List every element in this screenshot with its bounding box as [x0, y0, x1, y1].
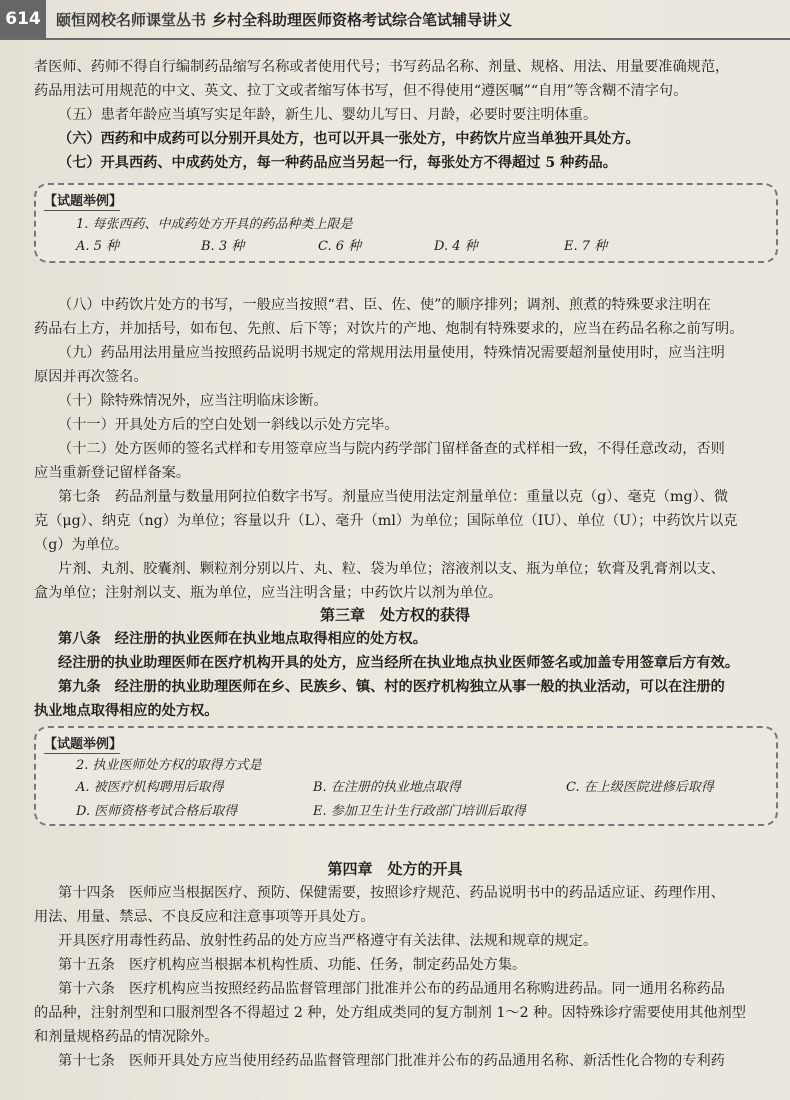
option-b: B. 在注册的执业地点取得: [313, 780, 461, 795]
chapter-4-heading: 第四章 处方的开具: [327, 860, 463, 878]
text-line: 和剂量规格药品的情况除外。: [34, 1029, 219, 1045]
option-c: C. 在上级医院进修后取得: [566, 780, 714, 795]
question-2: 2. 执业医师处方权的取得方式是: [76, 758, 262, 773]
text-line: 执业地点取得相应的处方权。: [34, 703, 219, 719]
text-line: 开具医疗用毒性药品、放射性药品的处方应当严格遵守有关法律、法规和规章的规定。: [58, 933, 598, 949]
option-e: E. 7 种: [564, 239, 608, 254]
example-label: 【试题举例】: [44, 733, 122, 754]
option-a: A. 被医疗机构聘用后取得: [76, 780, 224, 795]
text-line: （九）药品用法用量应当按照药品说明书规定的常规用法用量使用，特殊情况需要超剂量使用时，应当注明: [58, 345, 725, 361]
example-label: 【试题举例】: [44, 190, 122, 211]
text-line: 第十七条 医师开具处方应当使用经药品监督管理部门批准并公布的药品通用名称、新活性化合物的专利药: [58, 1053, 725, 1069]
text-line: （七）开具西药、中成药处方，每一种药品应当另起一行，每张处方不得超过 5 种药品。: [58, 155, 617, 171]
page-header: [0, 0, 790, 40]
text-line: 第七条 药品剂量与数量用阿拉伯数字书写。剂量应当使用法定剂量单位：重量以克（g）、毫克（mg）、微: [58, 489, 729, 505]
text-line: 第十五条 医疗机构应当根据本机构性质、功能、任务，制定药品处方集。: [58, 957, 527, 973]
option-b: B. 3 种: [201, 239, 245, 254]
text-line: （五）患者年龄应当填写实足年龄，新生儿、婴幼儿写日、月龄，必要时要注明体重。: [58, 107, 598, 123]
example-box-2: [34, 726, 778, 826]
option-d: D. 医师资格考试合格后取得: [76, 804, 238, 819]
text-line: 第八条 经注册的执业医师在执业地点取得相应的处方权。: [58, 631, 427, 647]
chapter-3-heading: 第三章 处方权的获得: [319, 606, 470, 624]
option-e: E. 参加卫生计生行政部门培训后取得: [313, 804, 526, 819]
text-line: （十一）开具处方后的空白处划一斜线以示处方完毕。: [58, 417, 399, 433]
series-title: 颐恒网校名师课堂丛书: [56, 11, 207, 29]
option-a: A. 5 种: [76, 239, 120, 254]
text-line: 第九条 经注册的执业助理医师在乡、民族乡、镇、村的医疗机构独立从事一般的执业活动，可以在注册的: [58, 679, 725, 695]
page-number: 614: [0, 0, 46, 38]
text-line: 原因并再次签名。: [34, 369, 148, 385]
text-line: 第十四条 医师应当根据医疗、预防、保健需要，按照诊疗规范、药品说明书中的药品适应证、药理作用、: [58, 885, 725, 901]
text-line: 经注册的执业助理医师在医疗机构开具的处方，应当经所在执业地点执业医师签名或加盖专用签章后方有效。: [58, 655, 740, 671]
option-c: C. 6 种: [318, 239, 362, 254]
text-line: 克（μg）、纳克（ng）为单位；容量以升（L）、毫升（ml）为单位；国际单位（IU）、单位（U）；中药饮片以克: [34, 513, 738, 529]
book-title: 乡村全科助理医师资格考试综合笔试辅导讲义: [212, 11, 513, 29]
text-line: 药品用法可用规范的中文、英文、拉丁文或者缩写体书写，但不得使用“遵医嘱”“自用”等含糊不清字句。: [34, 83, 688, 99]
example-box-1: [34, 183, 778, 263]
text-line: 药品右上方，并加括号，如布包、先煎、后下等；对饮片的产地、炮制有特殊要求的，应当在药品名称之前写明。: [34, 321, 744, 337]
text-line: 应当重新登记留样备案。: [34, 465, 191, 481]
text-line: 的品种，注射剂型和口服剂型各不得超过 2 种，处方组成类同的复方制剂 1～2 种。因特殊诊疗需要使用其他剂型: [34, 1005, 746, 1021]
text-line: 用法、用量、禁忌、不良反应和注意事项等开具处方。: [34, 909, 375, 925]
text-line: （g）为单位。: [34, 537, 129, 553]
text-line: 片剂、丸剂、胶囊剂、颗粒剂分别以片、丸、粒、袋为单位；溶液剂以支、瓶为单位；软膏及乳膏剂以支、: [58, 561, 725, 577]
text-line: （八）中药饮片处方的书写，一般应当按照“君、臣、佐、使”的顺序排列；调剂、煎煮的特殊要求注明在: [58, 297, 711, 313]
text-line: 第十六条 医疗机构应当按照经药品监督管理部门批准并公布的药品通用名称购进药品。同一通用名称药品: [58, 981, 725, 997]
text-line: 盒为单位；注射剂以支、瓶为单位，应当注明含量；中药饮片以剂为单位。: [34, 585, 503, 601]
text-line: 者医师、药师不得自行编制药品缩写名称或者使用代号；书写药品名称、剂量、规格、用法、用量要准确规范，: [34, 59, 730, 75]
question-1: 1. 每张西药、中成药处方开具的药品种类上限是: [76, 217, 353, 232]
text-line: （十二）处方医师的签名式样和专用签章应当与院内药学部门留样备查的式样相一致，不得任意改动，否则: [58, 441, 725, 457]
text-line: （十）除特殊情况外，应当注明临床诊断。: [58, 393, 328, 409]
text-line: （六）西药和中成药可以分别开具处方，也可以开具一张处方，中药饮片应当单独开具处方。: [58, 131, 640, 147]
option-d: D. 4 种: [434, 239, 478, 254]
